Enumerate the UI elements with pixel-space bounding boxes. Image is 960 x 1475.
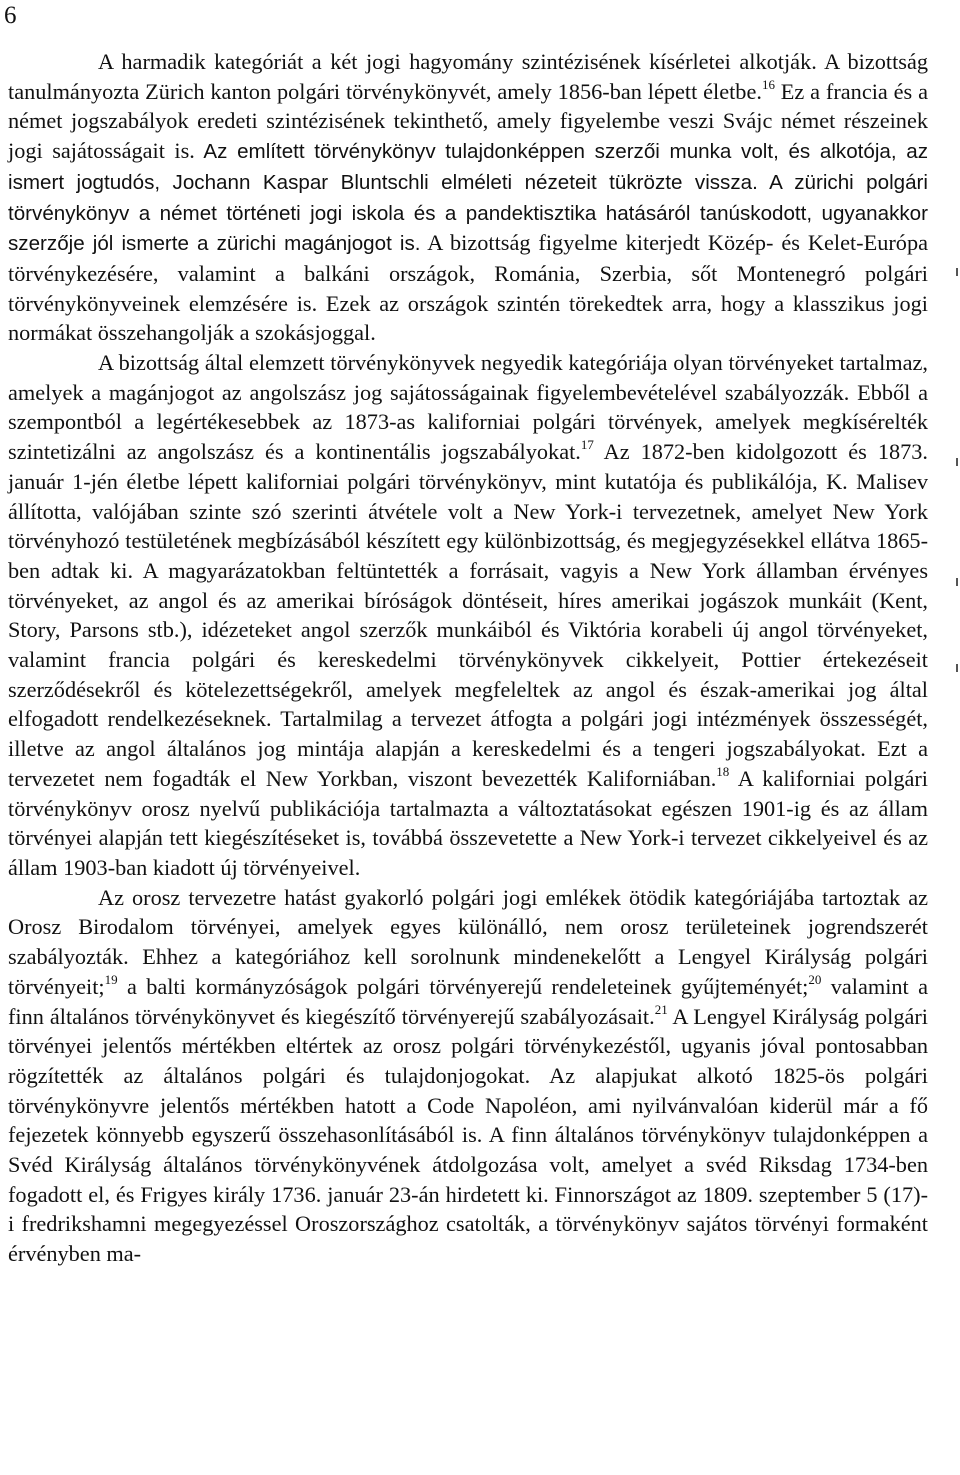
paragraph [8,883,928,1269]
margin-mark [956,578,958,586]
text-run: A bizottság figyelme kiterjedt Közép- és Kelet-Európa törvénykezésére, valamint a balkáni országok, Románia, Szerbia, sőt Montenegró polgári törvénykönyveinek elemzésére is. Ezek az országok szintén törekedtek arra, hogy a klasszikus jogi normákat összehangolják a szokásjoggal. [8,230,928,346]
text-run: A harmadik kategóriát a két jogi hagyomány szintézisének kísérletei alkotják. A bizottság tanulmányozta Zürich kanton polgári törvénykönyvét, amely 1856-ban lépett életbe. [8,49,928,104]
footnote-reference: 21 [654,1001,668,1017]
footnote-reference: 19 [104,971,118,987]
footnote-reference: 17 [580,437,594,453]
page-number: 6 [4,2,17,29]
paragraph [8,47,928,348]
footnote-reference: 16 [761,76,775,92]
text-run: A bizottság által elemzett törvénykönyvek negyedik kategóriája olyan törvényeket tartalmaz, amelyek a magánjogot az angolszász jog sajátosságainak figyelembevételével szabályozzák. Ebből a szempontból a legértékesebbek az 1873-as kaliforniai polgári törvények, amelyek megkísérelték szintetizálni az angolszász és a kontinentális jogszabályokat. [8,350,928,465]
text-run: Az említett törvénykönyv tulajdonképpen szerzői munka volt, és alkotója, az ismert jogtudós, Jochann Kaspar Bluntschli elméleti nézeteit tükrözte vissza. A zürichi polgári törvénykönyv a német történeti jogi iskola és a pandektisztika hatásáról tanúskodott, ugyanakkor szerzője jól ismerte a zürichi magánjogot is. [8,140,928,256]
footnote-reference: 18 [716,763,730,779]
margin-mark [956,664,958,672]
margin-mark [956,268,958,276]
footnote-reference: 20 [808,971,822,987]
text-run: A kaliforniai polgári törvénykönyv orosz nyelvű publikációja tartalmazta a változtatásokat egészen 1901-ig és az állam törvényei alapján tett kiegészítéseket is, továbbá összevetette a New York-i tervezet cikkelyeivel és az állam 1903-ban kiadott új törvényeivel. [8,765,928,880]
text-run: Az orosz tervezetre hatást gyakorló polgári jogi emlékek ötödik kategóriájába tartoztak az Orosz Birodalom törvényei, amelyek egyes különálló, nem orosz területeinek jogrendszerét szabályozták. Ehhez a kategóriához kell sorolnunk mindenekelőtt a Lengyel Királyság polgári törvényeit; [8,884,928,999]
paragraph [8,348,928,883]
text-run: valamint a finn általános törvénykönyvet és kiegészítő törvényerejű szabályozásait. [8,973,928,1029]
text-run: Az 1872-ben kidolgozott és 1873. január 1-jén életbe lépett kaliforniai polgári törvénykönyv, mint kutatója és publikálója, K. Malisev állította, valójában szinte szó szerinti átvétele volt a New York-i tervezetnek, amelyet New York törvényhozó testületének megbízásából készített egy különbizottság, és megjegyzésekkel ellátva 1865-ben adtak ki. A magyarázatokban feltüntették a forrásait, vagyis a New York államban érvényes törvényeket, az angol és az amerikai bíróságok döntéseit, híres amerikai jogászok munkáit (Kent, Story, Parsons stb.), idézeteket angol szerzők munkáiból és Viktória korabeli új angol törvényeket, valamint francia polgári és kereskedelmi törvénykönyvek cikkelyeit, Pottier értekezéseit szerződésekről és kötelezettségekről, amelyek megfeleltek az angol és észak-amerikai jog által elfogadott rendelkezéseknek. Tartalmilag a tervezet átfogta a polgári jogi intézmények összességét, illetve az angol általános jog mintája alapján a kereskedelmi és a tengeri jogszabályokat. Ezt a tervezetet nem fogadták el New Yorkban, viszont bevezették Kaliforniában. [8,439,928,791]
margin-mark [956,458,958,466]
text-run: Ez a francia és a német jogszabályok eredeti szintézisének tekinthető, amely figyelembe veszi Svájc német részeinek jogi sajátosságait is. [8,78,928,164]
body-text [8,47,928,1269]
text-run: a balti kormányzóságok polgári törvényerejű rendeleteinek gyűjteményét; [117,973,809,999]
text-run: A Lengyel Királyság polgári törvényei jelentős mértékben eltértek az orosz polgári törvénykezéstől, ugyanis jóval pontosabban rögzítették az általános polgári és tulajdonjogokat. Az alapjukat alkotó 1825-ös polgári törvénykönyvre jelentős mértékben hatott a Code Napoléon, ami nyilvánvalóan kiderül már a fő fejezetek könnyebb egyszerű összehasonlításából is. A finn általános törvénykönyv tulajdonképpen a Svéd Királyság általános törvénykönyvének átdolgozása volt, amelyet a svéd Riksdag 1734-ben fogadott el, és Frigyes király 1736. január 23-án hirdetett ki. Finnországot az 1809. szeptember 5 (17)-i fredrikshamni megegyezéssel Oroszországhoz csatolták, a törvénykönyv sajátos törvényi formaként érvényben ma- [8,1003,928,1267]
